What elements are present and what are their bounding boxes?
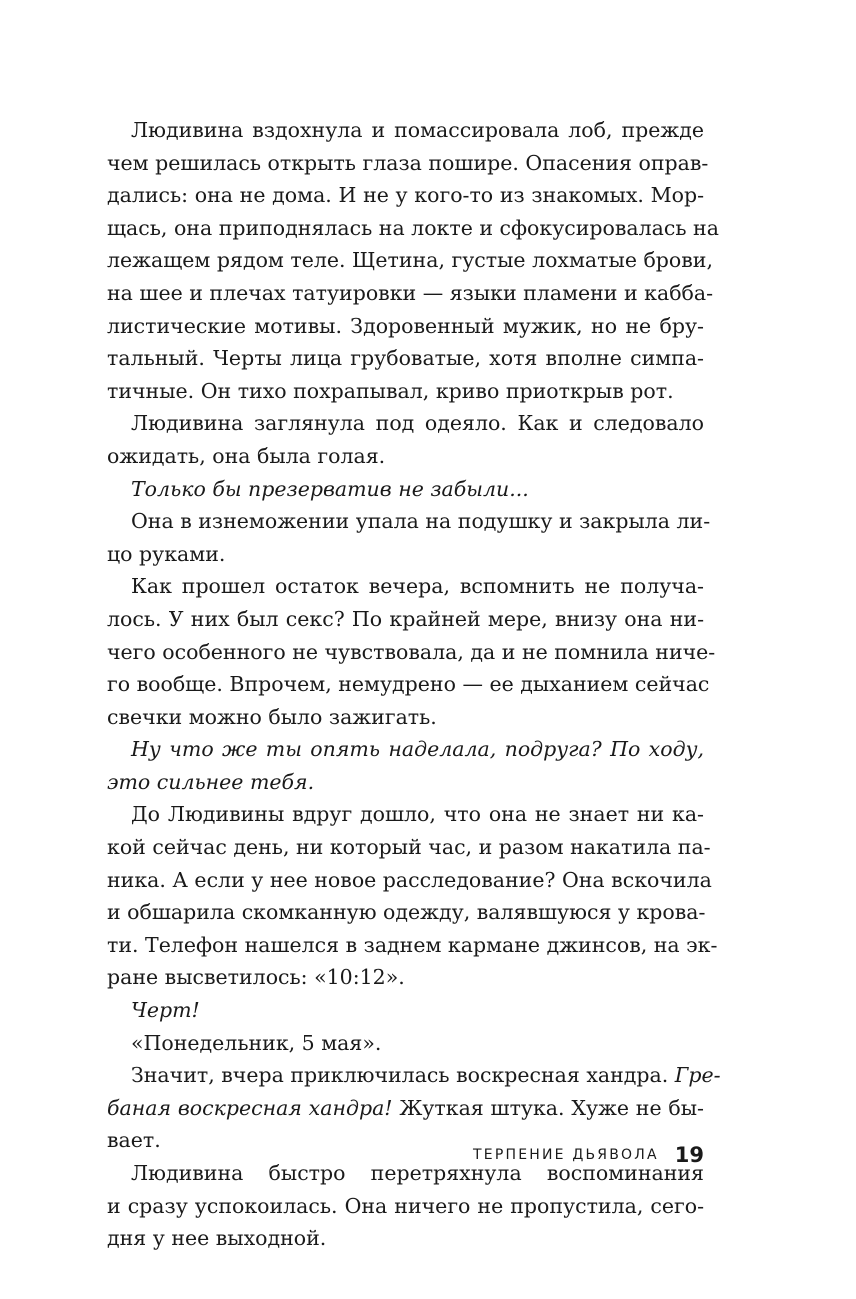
text-line: [107, 375, 704, 408]
text-segment: и обшарила скомканную одежду, валявшуюся у крова-: [107, 900, 706, 925]
text-segment: лось. У них был секс? По крайней мере, внизу она ни-: [107, 606, 704, 631]
text-line: [107, 473, 704, 506]
text-segment: чего особенного не чувствовала, да и не помнила ниче-: [107, 639, 716, 664]
text-line: [107, 244, 713, 277]
text-segment: кой сейчас день, ни который час, и разом накатила па-: [107, 835, 711, 860]
text-line: [107, 766, 704, 799]
italic-text-segment: это сильнее тебя.: [107, 769, 315, 794]
text-line: [107, 603, 704, 636]
text-line: [107, 1092, 704, 1125]
text-segment: тичные. Он тихо похрапывал, криво приоткрыв рот.: [107, 378, 674, 403]
text-line: [107, 114, 704, 147]
text-segment: ти. Телефон нашелся в заднем кармане джинсов, на эк-: [107, 932, 718, 957]
text-line: [107, 733, 704, 766]
text-line: [107, 961, 704, 994]
text-segment: дались: она не дома. И не у кого-то из знакомых. Мор-: [107, 183, 704, 208]
text-segment: Людивина заглянула под одеяло. Как и следовало: [131, 411, 704, 436]
text-segment: Как прошел остаток вечера, вспомнить не получа-: [131, 574, 704, 599]
text-line: [107, 505, 711, 538]
text-segment: и сразу успокоилась. Она ничего не пропустила, сего-: [107, 1193, 704, 1218]
text-line: [107, 570, 704, 603]
text-line: [107, 798, 704, 831]
text-line: [107, 440, 704, 473]
text-segment: Людивина быстро перетряхнула воспоминания: [131, 1161, 704, 1185]
text-segment: чем решилась открыть глаза пошире. Опасения оправ-: [107, 150, 709, 175]
text-segment: Она в изнеможении упала на подушку и закрыла ли-: [131, 509, 711, 534]
text-line: [107, 929, 718, 962]
text-segment: го вообще. Впрочем, немудрено — ее дыханием сейчас: [107, 672, 710, 697]
text-line: [107, 1222, 704, 1255]
text-segment: на шее и плечах татуировки — языки пламени и кабба-: [107, 280, 714, 305]
text-line: [107, 310, 704, 343]
italic-text-segment: Гре-: [674, 1063, 721, 1088]
text-segment: Жуткая штука. Хуже не бы-: [392, 1095, 704, 1120]
page-number: 19: [674, 1143, 704, 1167]
text-segment: До Людивины вдруг дошло, что она не знает ни ка-: [131, 802, 704, 827]
text-segment: листические мотивы. Здоровенный мужик, но не бру-: [107, 313, 704, 338]
text-segment: тальный. Черты лица грубоватые, хотя вполне симпа-: [107, 346, 704, 371]
text-segment: свечки можно было зажигать.: [107, 704, 437, 729]
text-line: [107, 896, 704, 929]
text-line: [107, 994, 704, 1027]
text-line: [107, 831, 711, 864]
page-footer: [0, 1143, 704, 1175]
text-line: [107, 407, 704, 440]
text-segment: ране высветилось: «10:12».: [107, 965, 405, 990]
text-line: [107, 1027, 704, 1060]
text-line: [107, 636, 716, 669]
text-segment: «Понедельник, 5 мая».: [131, 1030, 382, 1055]
text-line: [107, 277, 714, 310]
italic-text-segment: баная воскресная хандра!: [107, 1095, 393, 1120]
text-line: [107, 342, 704, 375]
text-segment: дня у нее выходной.: [107, 1226, 327, 1251]
italic-text-segment: Черт!: [131, 998, 200, 1023]
text-segment: цо руками.: [107, 541, 226, 566]
text-line: [107, 668, 710, 701]
running-title: ТЕРПЕНИЕ ДЬЯВОЛА: [473, 1147, 659, 1163]
text-line: [107, 179, 704, 212]
text-line: [107, 864, 712, 897]
text-line: [107, 1059, 721, 1092]
text-segment: Значит, вчера приключилась воскресная хандра.: [131, 1063, 675, 1088]
text-segment: ожидать, она была голая.: [107, 443, 386, 468]
text-segment: ника. А если у нее новое расследование? Она вскочила: [107, 867, 712, 892]
text-segment: Людивина вздохнула и помассировала лоб, прежде: [131, 118, 704, 142]
text-line: [107, 147, 709, 180]
page-body-text: [107, 114, 721, 1255]
text-line: [107, 701, 704, 734]
text-line: [107, 212, 719, 245]
text-segment: вает.: [107, 1128, 161, 1153]
text-segment: лежащем рядом теле. Щетина, густые лохматые брови,: [107, 248, 713, 273]
text-line: [107, 1190, 704, 1223]
text-line: [107, 538, 704, 571]
italic-text-segment: Ну что же ты опять наделала, подруга? По ходу,: [131, 737, 704, 762]
text-segment: щась, она приподнялась на локте и сфокусировалась на: [107, 215, 719, 240]
italic-text-segment: Только бы презерватив не забыли...: [131, 476, 529, 501]
